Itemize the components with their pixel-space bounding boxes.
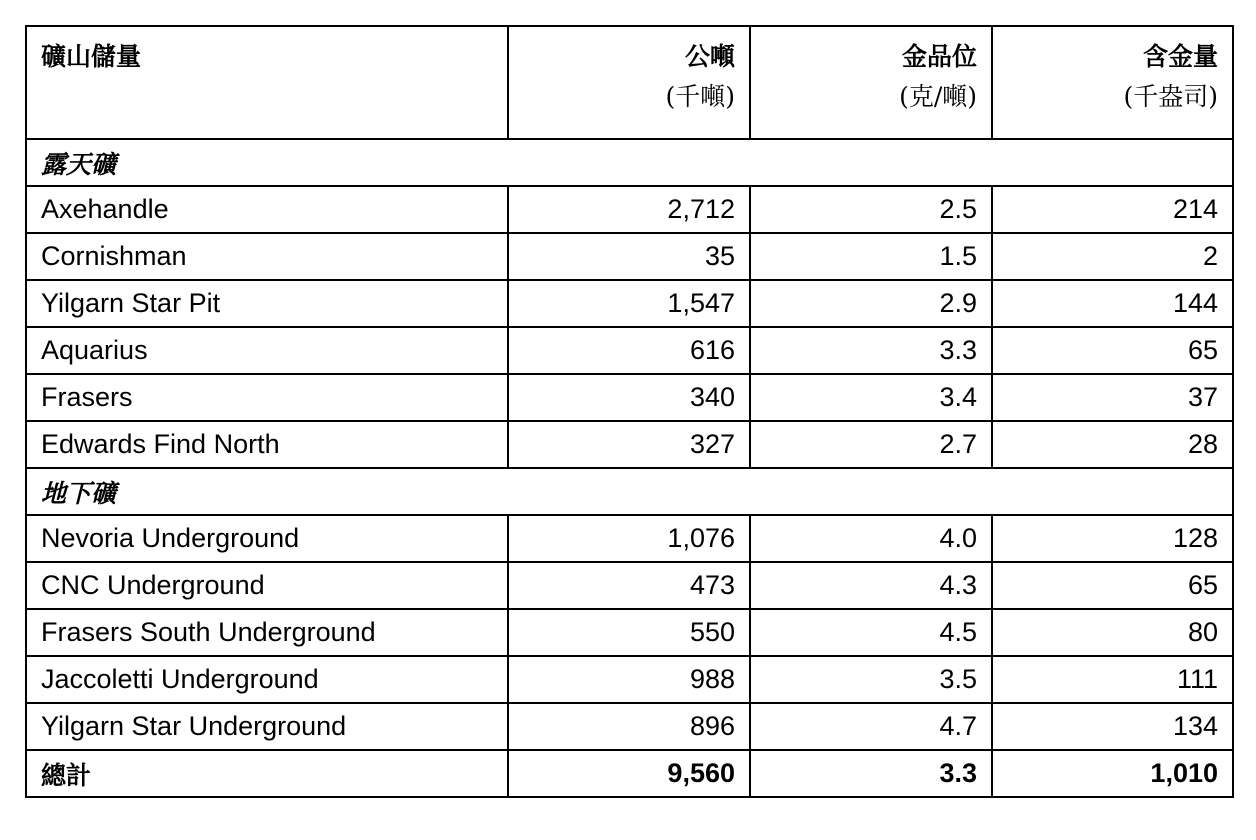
total-gold: 1,010 bbox=[992, 750, 1233, 797]
mine-name-cell: Yilgarn Star Underground bbox=[26, 703, 508, 750]
table-row bbox=[26, 656, 1233, 703]
grade-cell: 1.5 bbox=[750, 233, 992, 280]
tonnes-cell: 473 bbox=[508, 562, 750, 609]
header-row bbox=[26, 26, 1233, 139]
total-label: 總計 bbox=[26, 750, 508, 797]
grade-cell: 3.3 bbox=[750, 327, 992, 374]
grade-cell: 2.7 bbox=[750, 421, 992, 468]
gold-cell: 28 bbox=[992, 421, 1233, 468]
gold-cell: 37 bbox=[992, 374, 1233, 421]
gold-cell: 144 bbox=[992, 280, 1233, 327]
mine-name-cell: Nevoria Underground bbox=[26, 515, 508, 562]
mine-name-cell: Jaccoletti Underground bbox=[26, 656, 508, 703]
table-row bbox=[26, 186, 1233, 233]
tonnes-cell: 1,547 bbox=[508, 280, 750, 327]
header-grade-unit: (克/噸) bbox=[899, 82, 977, 111]
section-title: 露天礦 bbox=[26, 139, 1233, 186]
table-row bbox=[26, 233, 1233, 280]
mine-name-cell: Frasers bbox=[26, 374, 508, 421]
grade-cell: 2.5 bbox=[750, 186, 992, 233]
header-grade-label: 金品位 bbox=[901, 42, 977, 71]
table-row bbox=[26, 515, 1233, 562]
header-gold-label: 含金量 bbox=[1142, 42, 1218, 71]
section-title: 地下礦 bbox=[26, 468, 1233, 515]
gold-cell: 2 bbox=[992, 233, 1233, 280]
header-mine-label: 礦山儲量 bbox=[41, 42, 142, 71]
table-row bbox=[26, 421, 1233, 468]
gold-cell: 65 bbox=[992, 327, 1233, 374]
mine-name-cell: Cornishman bbox=[26, 233, 508, 280]
tonnes-cell: 327 bbox=[508, 421, 750, 468]
section-row bbox=[26, 468, 1233, 515]
table-row bbox=[26, 703, 1233, 750]
grade-cell: 2.9 bbox=[750, 280, 992, 327]
mine-name-cell: Yilgarn Star Pit bbox=[26, 280, 508, 327]
header-gold-content bbox=[992, 26, 1233, 139]
gold-cell: 65 bbox=[992, 562, 1233, 609]
total-grade: 3.3 bbox=[750, 750, 992, 797]
grade-cell: 3.5 bbox=[750, 656, 992, 703]
gold-cell: 214 bbox=[992, 186, 1233, 233]
grade-cell: 4.7 bbox=[750, 703, 992, 750]
table-row bbox=[26, 609, 1233, 656]
grade-cell: 3.4 bbox=[750, 374, 992, 421]
tonnes-cell: 2,712 bbox=[508, 186, 750, 233]
tonnes-cell: 35 bbox=[508, 233, 750, 280]
tonnes-cell: 550 bbox=[508, 609, 750, 656]
table-row bbox=[26, 562, 1233, 609]
header-tonnes-label: 公噸 bbox=[684, 42, 735, 71]
table-row bbox=[26, 327, 1233, 374]
mine-name-cell: Axehandle bbox=[26, 186, 508, 233]
table-row bbox=[26, 280, 1233, 327]
table-body bbox=[26, 26, 1233, 797]
mine-name-cell: CNC Underground bbox=[26, 562, 508, 609]
tonnes-cell: 896 bbox=[508, 703, 750, 750]
gold-cell: 128 bbox=[992, 515, 1233, 562]
mine-name-cell: Edwards Find North bbox=[26, 421, 508, 468]
gold-cell: 111 bbox=[992, 656, 1233, 703]
gold-cell: 134 bbox=[992, 703, 1233, 750]
grade-cell: 4.5 bbox=[750, 609, 992, 656]
total-row bbox=[26, 750, 1233, 797]
tonnes-cell: 988 bbox=[508, 656, 750, 703]
header-tonnes bbox=[508, 26, 750, 139]
section-row bbox=[26, 139, 1233, 186]
header-mine-reserves bbox=[26, 26, 508, 139]
tonnes-cell: 616 bbox=[508, 327, 750, 374]
header-tonnes-unit: (千噸) bbox=[665, 82, 735, 111]
header-gold-unit: (千盎司) bbox=[1123, 82, 1218, 111]
header-grade bbox=[750, 26, 992, 139]
ore-reserves-table bbox=[25, 25, 1234, 798]
mine-name-cell: Aquarius bbox=[26, 327, 508, 374]
grade-cell: 4.3 bbox=[750, 562, 992, 609]
table-row bbox=[26, 374, 1233, 421]
tonnes-cell: 340 bbox=[508, 374, 750, 421]
mine-name-cell: Frasers South Underground bbox=[26, 609, 508, 656]
tonnes-cell: 1,076 bbox=[508, 515, 750, 562]
gold-cell: 80 bbox=[992, 609, 1233, 656]
grade-cell: 4.0 bbox=[750, 515, 992, 562]
total-tonnes: 9,560 bbox=[508, 750, 750, 797]
